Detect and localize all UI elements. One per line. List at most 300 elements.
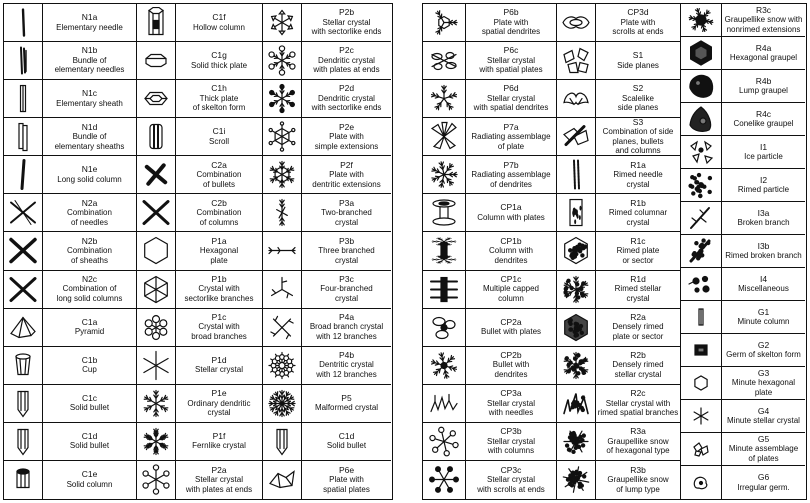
crystal-type-label bbox=[466, 461, 556, 499]
minute-assemblage-icon bbox=[681, 433, 722, 465]
crystal-code: R3a bbox=[630, 426, 646, 437]
crystal-type-label bbox=[43, 80, 136, 117]
crystal-type-label bbox=[596, 309, 680, 346]
plate-scrolls-icon bbox=[557, 4, 596, 41]
crystal-type-label bbox=[302, 347, 391, 384]
miscellaneous-icon bbox=[681, 268, 722, 300]
crystal-description: Dentritic crystal bbox=[319, 360, 374, 370]
crystal-description: scrolls at ends bbox=[612, 27, 664, 37]
crystal-type-label bbox=[466, 118, 556, 155]
crystal-code: C1f bbox=[212, 12, 226, 23]
crystal-type-cell bbox=[557, 118, 680, 156]
crystal-type-cell bbox=[4, 347, 136, 385]
crystal-code: C1i bbox=[212, 126, 226, 137]
crystal-type-cell bbox=[423, 347, 556, 385]
crystal-description: Combination bbox=[67, 208, 112, 218]
crystal-type-label bbox=[176, 309, 262, 346]
crystal-description: Stellar crystal bbox=[322, 17, 371, 27]
crystal-type-cell bbox=[681, 4, 805, 37]
crystal-description: of hexagonal type bbox=[606, 446, 670, 456]
crystal-type-cell bbox=[137, 194, 262, 232]
fern-icon bbox=[137, 423, 176, 460]
cone-graupel-icon bbox=[681, 103, 722, 135]
crystal-type-cell bbox=[557, 423, 680, 461]
table-column bbox=[423, 4, 556, 499]
crystal-type-label bbox=[596, 461, 680, 499]
plate-dendritic-extensions-icon bbox=[263, 156, 302, 193]
crystal-code: P4b bbox=[338, 349, 355, 360]
crystal-description: Stellar crystal bbox=[486, 398, 535, 408]
crystal-description: Bundle of bbox=[72, 132, 107, 141]
crystal-type-cell bbox=[681, 235, 805, 268]
crystal-type-cell bbox=[423, 385, 556, 423]
crystal-code: C1c bbox=[81, 392, 98, 403]
crystal-description: Stellar crystal bbox=[194, 475, 243, 485]
crystal-type-cell bbox=[681, 103, 805, 136]
crystal-code: P7a bbox=[503, 121, 519, 132]
crystal-type-label bbox=[466, 423, 556, 460]
crystal-type-cell bbox=[137, 118, 262, 156]
crystal-type-cell bbox=[263, 347, 391, 385]
rimed-plate-icon bbox=[557, 232, 596, 269]
crystal-code: R1b bbox=[630, 197, 646, 208]
rimed-needle-icon bbox=[557, 156, 596, 193]
crystal-description: Rimed broken branch bbox=[725, 251, 802, 260]
crystal-type-cell bbox=[681, 70, 805, 103]
column-divider bbox=[136, 4, 137, 499]
crystal-type-label bbox=[302, 156, 391, 193]
crystal-type-cell bbox=[4, 271, 136, 309]
crystal-description: dendrites bbox=[494, 369, 528, 379]
crystal-type-cell bbox=[263, 385, 391, 423]
crystal-description: Combination bbox=[67, 246, 112, 256]
crystal-description: elementary sheaths bbox=[54, 141, 125, 151]
crystal-type-cell bbox=[423, 42, 556, 80]
crystal-description: Minute assemblage bbox=[728, 444, 799, 454]
dense-rimed-stellar-icon bbox=[557, 347, 596, 384]
crystal-description: crystal bbox=[334, 293, 359, 303]
crystal-description: Elementary needle bbox=[56, 22, 123, 32]
crystal-type-cell bbox=[681, 37, 805, 70]
crystal-type-cell bbox=[681, 136, 805, 169]
crystal-description: Elementary sheath bbox=[56, 98, 123, 108]
crystal-description: Solid column bbox=[66, 479, 113, 489]
crystal-type-cell bbox=[263, 232, 391, 270]
plate-extensions-icon bbox=[263, 118, 302, 155]
crystal-type-label bbox=[43, 118, 136, 155]
crystal-type-label bbox=[176, 461, 262, 499]
twelve-dendrite-icon bbox=[263, 347, 302, 384]
crystal-code: CP1c bbox=[500, 273, 522, 284]
crystal-description: Minute column bbox=[737, 317, 790, 326]
crystal-type-label bbox=[466, 156, 556, 193]
crystal-type-cell bbox=[4, 232, 136, 270]
crystal-type-cell bbox=[423, 423, 556, 461]
crystal-type-cell bbox=[263, 461, 391, 499]
crystal-type-label bbox=[596, 385, 680, 422]
crystal-type-cell bbox=[681, 202, 805, 235]
crystal-description: Minute hexagonal plate bbox=[731, 378, 796, 397]
crystal-type-cell bbox=[681, 268, 805, 301]
crystal-description: Two-branched bbox=[321, 208, 372, 218]
crystal-type-cell bbox=[137, 42, 262, 80]
crystal-description: Stellar crystal bbox=[486, 475, 535, 485]
crystal-type-label bbox=[43, 194, 136, 231]
crystal-description: Scroll bbox=[208, 136, 229, 146]
table-column bbox=[681, 4, 805, 499]
crystal-description: Rimed plate bbox=[616, 246, 660, 256]
crystal-type-cell bbox=[681, 400, 805, 433]
crystal-description: rimed spatial branches bbox=[597, 408, 679, 418]
crystal-description: nonrimed extensions bbox=[726, 24, 801, 34]
column-divider bbox=[262, 4, 263, 499]
crystal-description: Combination of side bbox=[602, 127, 674, 137]
crystal-type-label bbox=[43, 347, 136, 384]
column-combination-icon bbox=[137, 194, 176, 231]
crystal-code: C1e bbox=[81, 469, 98, 480]
crystal-type-label bbox=[43, 232, 136, 269]
crystal-type-label bbox=[722, 169, 805, 201]
crystal-type-cell bbox=[263, 271, 391, 309]
minute-stellar-icon bbox=[681, 400, 722, 432]
needle-bundle-icon bbox=[4, 42, 43, 79]
crystal-type-label bbox=[722, 103, 805, 135]
crystal-code: R1d bbox=[630, 273, 646, 284]
rimed-particle-icon bbox=[681, 169, 722, 201]
crystal-type-label bbox=[302, 461, 391, 499]
stellar-spatial-dendrites-icon bbox=[423, 80, 466, 117]
crystal-description: broad branches bbox=[191, 331, 247, 341]
crystal-code: CP2b bbox=[500, 349, 522, 360]
crystal-code: P4a bbox=[338, 311, 355, 322]
crystal-code: R3c bbox=[755, 4, 772, 15]
crystal-description: Plate with bbox=[329, 170, 364, 180]
crystal-code: R4c bbox=[755, 108, 772, 119]
crystal-code: P3b bbox=[338, 235, 355, 246]
crystal-description: Combination bbox=[196, 170, 242, 180]
crystal-type-cell bbox=[4, 423, 136, 461]
crystal-description: crystal bbox=[334, 217, 359, 227]
crystal-type-cell bbox=[557, 232, 680, 270]
crystal-code: N1d bbox=[81, 121, 98, 132]
twelve-broad-branch-icon bbox=[263, 309, 302, 346]
crystal-code: P1a bbox=[211, 235, 227, 246]
graupel-lump-icon bbox=[557, 461, 596, 499]
stellar-plates-icon bbox=[137, 461, 176, 499]
crystal-type-cell bbox=[557, 42, 680, 80]
crystal-code: N2a bbox=[81, 197, 98, 208]
solid-column-icon bbox=[4, 461, 43, 499]
crystal-description: Solid bullet bbox=[69, 403, 110, 413]
two-branch-icon bbox=[263, 194, 302, 231]
crystal-description: spatial plates bbox=[323, 484, 370, 494]
needle-icon bbox=[4, 4, 43, 41]
crystal-code: R4b bbox=[755, 75, 772, 86]
crystal-code: C2b bbox=[211, 197, 227, 208]
crystal-type-label bbox=[176, 80, 262, 117]
table-column bbox=[263, 4, 391, 499]
crystal-type-label bbox=[596, 271, 680, 308]
crystal-code: P3c bbox=[339, 273, 354, 284]
crystal-type-label bbox=[176, 347, 262, 384]
crystal-type-label bbox=[176, 118, 262, 155]
crystal-type-label bbox=[722, 136, 805, 168]
crystal-code: I1 bbox=[759, 141, 768, 152]
crystal-description: of plate bbox=[497, 141, 525, 151]
crystal-description: with needles bbox=[488, 408, 534, 418]
crystal-code: R4a bbox=[755, 42, 772, 53]
crystal-description: Stellar crystal bbox=[194, 365, 243, 375]
crystal-code: P3a bbox=[338, 197, 355, 208]
crystal-type-cell bbox=[137, 461, 262, 499]
crystal-description: Solid thick plate bbox=[190, 60, 248, 70]
crystal-type-label bbox=[466, 309, 556, 346]
crystal-type-cell bbox=[557, 347, 680, 385]
crystal-code: I4 bbox=[759, 273, 768, 284]
crystal-type-label bbox=[176, 4, 262, 41]
crystal-type-label bbox=[176, 385, 262, 422]
crystal-type-label bbox=[466, 80, 556, 117]
crystal-description: Stellar crystal bbox=[486, 93, 535, 103]
dendrite-plates-icon bbox=[263, 42, 302, 79]
crystal-description: long solid columns bbox=[56, 293, 123, 303]
crystal-type-cell bbox=[137, 385, 262, 423]
crystal-type-cell bbox=[423, 194, 556, 232]
crystal-type-cell bbox=[4, 118, 136, 156]
crystal-type-cell bbox=[4, 80, 136, 118]
crystal-type-cell bbox=[423, 271, 556, 309]
crystal-description: Multiple capped bbox=[482, 284, 540, 294]
crystal-code: S3 bbox=[632, 118, 644, 127]
crystal-type-cell bbox=[4, 156, 136, 194]
broken-branch-icon bbox=[681, 202, 722, 234]
crystal-description: Scalelike bbox=[621, 93, 654, 103]
crystal-type-label bbox=[302, 118, 391, 155]
crystal-code: G4 bbox=[757, 405, 770, 416]
crystal-type-label bbox=[302, 309, 391, 346]
crystal-type-cell bbox=[263, 4, 391, 42]
column-plates-icon bbox=[423, 194, 466, 231]
crystal-code: R1c bbox=[630, 235, 646, 246]
crystal-description: and columns bbox=[615, 146, 661, 156]
crystal-type-cell bbox=[681, 169, 805, 202]
side-planes-icon bbox=[557, 42, 596, 79]
crystal-type-label bbox=[466, 347, 556, 384]
crystal-description: with plates at ends bbox=[185, 484, 253, 494]
crystal-description: Combination of bbox=[62, 284, 117, 294]
crystal-code: G6 bbox=[757, 472, 770, 482]
crystal-description: with sectorlike ends bbox=[311, 27, 382, 37]
crystal-code: P2e bbox=[338, 121, 355, 132]
crystal-code: R2b bbox=[630, 349, 646, 360]
bullet-combination-icon bbox=[137, 156, 176, 193]
crystal-code: P2d bbox=[338, 83, 355, 94]
crystal-code: R2c bbox=[630, 388, 646, 399]
crystal-code: S2 bbox=[632, 83, 644, 94]
scale-planes-icon bbox=[557, 80, 596, 117]
hollow-column-icon bbox=[137, 4, 176, 41]
crystal-description: Miscellaneous bbox=[738, 284, 789, 293]
crystal-description: with spatial dendrites bbox=[473, 103, 549, 113]
crystal-type-label bbox=[466, 271, 556, 308]
crystal-code: P6e bbox=[338, 464, 355, 475]
crystal-type-label bbox=[722, 433, 805, 465]
crystal-type-label bbox=[466, 194, 556, 231]
crystal-code: N1a bbox=[81, 12, 98, 23]
crystal-description: crystal bbox=[626, 217, 650, 227]
crystal-type-cell bbox=[263, 194, 391, 232]
crystal-code: P7b bbox=[503, 159, 519, 170]
crystal-description: with 12 branches bbox=[316, 369, 377, 379]
crystal-type-cell bbox=[423, 309, 556, 347]
crystal-description: Broad branch crystal bbox=[309, 322, 384, 332]
crystal-description: Densely rimed bbox=[612, 322, 664, 332]
crystal-type-label bbox=[722, 70, 805, 102]
broad-branch-icon bbox=[137, 309, 176, 346]
crystal-type-label bbox=[722, 301, 805, 333]
crystal-code: CP1a bbox=[500, 202, 522, 213]
minute-hexagon-icon bbox=[681, 367, 722, 399]
crystal-description: crystal bbox=[207, 408, 231, 418]
crystal-type-label bbox=[302, 385, 391, 422]
crystal-description: Rimed columnar bbox=[608, 208, 668, 218]
crystal-type-cell bbox=[423, 80, 556, 118]
crystal-code: N2b bbox=[81, 235, 98, 246]
crystal-type-label bbox=[176, 156, 262, 193]
crystal-description: with sectorlike ends bbox=[311, 103, 382, 113]
crystal-code: P1d bbox=[211, 354, 227, 365]
crystal-description: Graupellike snow bbox=[607, 436, 669, 446]
crystal-type-label bbox=[722, 4, 805, 36]
crystal-type-cell bbox=[557, 271, 680, 309]
crystal-type-cell bbox=[4, 4, 136, 42]
crystal-description: Dendritic crystal bbox=[318, 55, 375, 65]
crystal-code: R2a bbox=[630, 311, 646, 322]
crystal-description: stellar crystal bbox=[614, 369, 662, 379]
crystal-type-cell bbox=[423, 156, 556, 194]
bullet-dendrites-icon bbox=[423, 347, 466, 384]
crystal-type-cell bbox=[681, 334, 805, 367]
crystal-description: with columns bbox=[487, 446, 535, 456]
sheath-icon bbox=[4, 80, 43, 117]
crystal-description: Densely rimed bbox=[612, 360, 664, 370]
bullet-icon bbox=[263, 423, 302, 460]
crystal-type-cell bbox=[137, 156, 262, 194]
crystal-code: P1c bbox=[211, 311, 227, 322]
crystal-type-cell bbox=[263, 423, 391, 461]
crystal-description: Four-branched bbox=[320, 284, 373, 294]
stellar-scrolls-icon bbox=[423, 461, 466, 499]
dense-rimed-plate-icon bbox=[557, 309, 596, 346]
crystal-description: Cup bbox=[82, 365, 97, 375]
crystal-description: of dendrites bbox=[490, 179, 532, 189]
crystal-type-cell bbox=[423, 4, 556, 42]
crystal-description: Bundle of bbox=[72, 55, 107, 65]
crystal-type-cell bbox=[4, 42, 136, 80]
crystal-type-label bbox=[43, 42, 136, 79]
crystal-code: CP3b bbox=[500, 426, 522, 437]
crystal-description: spatial dendrites bbox=[481, 27, 541, 37]
crystal-type-label bbox=[43, 461, 136, 499]
crystal-code: I3b bbox=[757, 240, 770, 251]
crystal-code: G5 bbox=[757, 433, 770, 444]
sheath-combination-icon bbox=[4, 232, 43, 269]
crystal-type-cell bbox=[681, 301, 805, 334]
graupel-extensions-icon bbox=[681, 4, 722, 36]
crystal-description: Plate with bbox=[329, 132, 364, 141]
crystal-code: C1g bbox=[211, 50, 227, 61]
crystal-code: I2 bbox=[759, 174, 768, 185]
stellar-needles-icon bbox=[423, 385, 466, 422]
crystal-type-label bbox=[722, 37, 805, 69]
left-classification-table bbox=[3, 3, 393, 500]
column-dendrites-icon bbox=[423, 232, 466, 269]
crystal-code: P1e bbox=[211, 388, 227, 399]
crystal-description: of plates bbox=[748, 453, 779, 463]
stellar-icon bbox=[137, 347, 176, 384]
crystal-code: P6b bbox=[503, 7, 519, 18]
crystal-code: C2a bbox=[211, 159, 227, 170]
crystal-description: crystal bbox=[626, 179, 650, 189]
column-divider bbox=[680, 4, 681, 499]
crystal-type-cell bbox=[557, 4, 680, 42]
dendrite-icon bbox=[137, 385, 176, 422]
crystal-description: Plate with bbox=[329, 475, 364, 485]
crystal-description: Malformed crystal bbox=[314, 403, 379, 413]
crystal-code: CP2a bbox=[500, 316, 522, 327]
skeleton-plate-icon bbox=[137, 80, 176, 117]
crystal-description: Column with bbox=[488, 246, 533, 256]
crystal-type-label bbox=[176, 271, 262, 308]
radiating-dendrites-icon bbox=[423, 156, 466, 193]
crystal-type-cell bbox=[137, 232, 262, 270]
crystal-type-label bbox=[596, 80, 680, 117]
crystal-code: N1b bbox=[81, 45, 98, 56]
crystal-type-label bbox=[43, 385, 136, 422]
crystal-type-label bbox=[466, 385, 556, 422]
crystal-type-cell bbox=[423, 232, 556, 270]
crystal-type-label bbox=[596, 423, 680, 460]
right-classification-table bbox=[422, 3, 807, 500]
crystal-description: Graupellike snow bbox=[607, 475, 669, 485]
crystal-description: of needles bbox=[71, 217, 108, 227]
crystal-type-label bbox=[43, 156, 136, 193]
crystal-type-label bbox=[466, 42, 556, 79]
crystal-type-cell bbox=[557, 309, 680, 347]
crystal-description: Combination bbox=[196, 208, 242, 218]
bullet-icon bbox=[4, 385, 43, 422]
crystal-type-label bbox=[596, 118, 680, 155]
crystal-type-cell bbox=[4, 385, 136, 423]
crystal-code: G1 bbox=[757, 306, 770, 317]
crystal-description: Ordinary dendritic bbox=[187, 398, 251, 408]
crystal-type-label bbox=[43, 271, 136, 308]
crystal-type-cell bbox=[423, 461, 556, 499]
crystal-description: Crystal with bbox=[198, 284, 240, 294]
crystal-type-cell bbox=[4, 194, 136, 232]
crystal-description: Lump graupel bbox=[739, 86, 788, 95]
stellar-columns-icon bbox=[423, 423, 466, 460]
crystal-description: Irregular germ. bbox=[737, 482, 790, 492]
rimed-column-icon bbox=[557, 194, 596, 231]
crystal-description: Rimed needle bbox=[613, 170, 663, 180]
rimed-broken-branch-icon bbox=[681, 235, 722, 267]
crystal-type-label bbox=[302, 271, 391, 308]
crystal-code: C1a bbox=[81, 316, 98, 327]
crystal-code: P6c bbox=[503, 45, 519, 56]
crystal-type-label bbox=[722, 400, 805, 432]
crystal-type-label bbox=[722, 466, 805, 499]
